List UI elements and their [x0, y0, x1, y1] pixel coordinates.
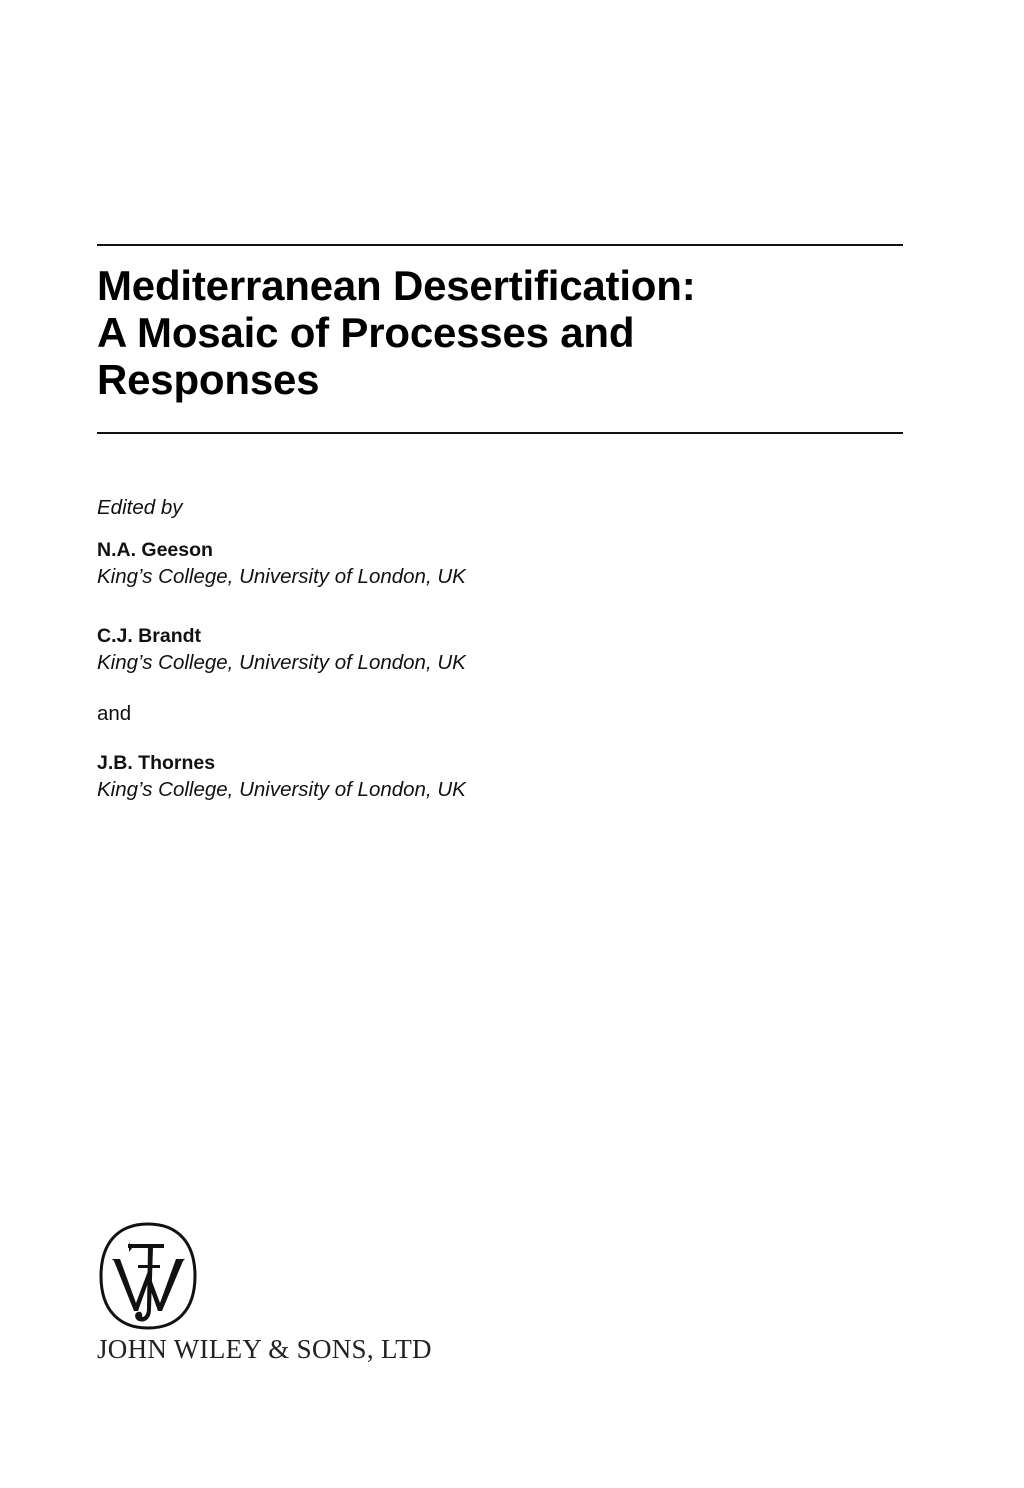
editors-conjunction: and [97, 702, 132, 725]
editor-entry [97, 624, 466, 678]
editor-entry [97, 538, 466, 592]
book-title [97, 262, 696, 403]
editor-affiliation: King’s College, University of London, UK [97, 778, 466, 801]
editor-name: N.A. Geeson [97, 539, 213, 561]
edited-by-label: Edited by [97, 496, 183, 519]
title-bottom-rule [97, 432, 903, 434]
editor-affiliation: King’s College, University of London, UK [97, 565, 466, 588]
editor-entry [97, 751, 466, 805]
wiley-jw-monogram-icon [98, 1221, 198, 1331]
title-line-2: A Mosaic of Processes and [97, 309, 635, 356]
publisher-name: JOHN WILEY & SONS, LTD [97, 1334, 432, 1364]
editor-name: J.B. Thornes [97, 752, 216, 774]
title-line-1: Mediterranean Desertification: [97, 262, 696, 309]
editor-affiliation: King’s College, University of London, UK [97, 651, 466, 674]
editor-name: C.J. Brandt [97, 625, 202, 647]
title-top-rule [97, 244, 903, 246]
title-line-3: Responses [97, 356, 320, 403]
